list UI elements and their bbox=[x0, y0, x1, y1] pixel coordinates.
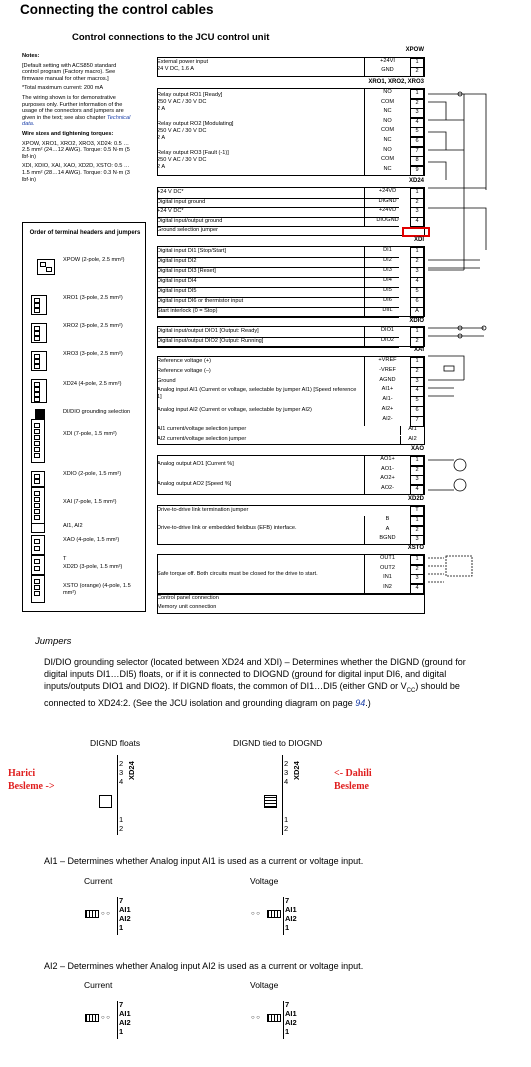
ai1-voltage-open-pins: ○ ○ bbox=[251, 911, 260, 917]
floats-num-2: 2 bbox=[119, 759, 124, 768]
xdi-sig-2: DI2 bbox=[364, 257, 410, 267]
xai-row-2: Reference voltage (–) bbox=[157, 367, 211, 374]
xdi-row-6: Digital input DI6 or thermistor input bbox=[157, 298, 399, 308]
xdi-pin-7: A bbox=[410, 307, 424, 318]
xdi-pin-3: 3 bbox=[410, 267, 424, 278]
xsto-header: XSTO bbox=[407, 545, 424, 551]
xpow-pin-2: 2 bbox=[410, 67, 424, 77]
harici-line-2: Besleme -> bbox=[8, 781, 55, 792]
xpow-sig-2: GND bbox=[364, 67, 410, 76]
xao-sig-4: AO2- bbox=[364, 485, 410, 495]
xao-sig-3: AO2+ bbox=[364, 475, 410, 485]
jumpers-paragraph bbox=[44, 656, 484, 709]
xd2d-pin-3: 3 bbox=[410, 535, 424, 545]
ai2-voltage-pin-1: AI1 bbox=[285, 1009, 297, 1018]
xao-row-2: Analog output AO2 [Speed %] bbox=[157, 481, 232, 487]
ai1-current-jumper-icon bbox=[85, 910, 99, 918]
ai2-voltage-pin-3: 1 bbox=[285, 1027, 290, 1036]
xd2d-pin-1: 1 bbox=[410, 516, 424, 526]
xro-pin-5: 5 bbox=[410, 127, 424, 137]
xro3-connector-icon bbox=[31, 351, 47, 371]
para-text-1: DI/DIO grounding selector (located between XD24 and XDI) – Determines whether the DIGND (ground for digital inputs DI1…DI5) floats, or if it is connected to DIOGND (ground for digital input DI6, and digital inputs/outputs DIO1 and DIO2). If DIGND floats, the common of DI1…DI5 (either GND or V bbox=[44, 657, 466, 691]
xdio-row-2: Digital input/output DIO2 [Output: Running] bbox=[157, 338, 399, 348]
xao-sig-2: AO1- bbox=[364, 466, 410, 476]
xao-pin-2: 2 bbox=[410, 466, 424, 476]
terminal-order-title: Order of terminal headers and jumpers bbox=[29, 230, 141, 236]
xai-sig-1: +VREF bbox=[364, 357, 410, 367]
xd2d-connector-icon bbox=[31, 555, 45, 575]
xsto-pin-3: 3 bbox=[410, 574, 424, 584]
xsto-sig-1: OUT1 bbox=[364, 555, 410, 565]
xdi-pin-4: 4 bbox=[410, 277, 424, 288]
xd24-row-3: +24 V DC* bbox=[157, 208, 399, 218]
xai-header: XAI bbox=[413, 347, 424, 353]
xd24-pin-1: 1 bbox=[410, 188, 424, 199]
xro-desc-2: Relay output RO2 [Modulating] 250 V AC / 30 V DC 2 A bbox=[157, 121, 234, 141]
floats-jumper-icon bbox=[99, 795, 112, 808]
notes-heading: Notes: bbox=[22, 53, 40, 59]
xai-row-1: Reference voltage (+) bbox=[157, 358, 211, 364]
xai-pin-7: 7 bbox=[410, 416, 424, 427]
order-item-ai-jumpers: AI1, AI2 bbox=[63, 523, 83, 529]
xai-row-6: AI1 current/voltage selection jumper bbox=[157, 426, 247, 432]
floats-num-2b: 2 bbox=[119, 824, 124, 833]
xai-sig-2: -VREF bbox=[364, 367, 410, 377]
xro-pin-6: 6 bbox=[410, 137, 424, 147]
xdi-sig-1: DI1 bbox=[364, 247, 410, 257]
order-item-xai: XAI (7-pole, 1.5 mm²) bbox=[63, 499, 117, 505]
ai1-description: AI1 – Determines whether Analog input AI1 is used as a current or voltage input. bbox=[44, 856, 364, 866]
ai-jumper-icon bbox=[31, 523, 45, 533]
tied-num-4: 4 bbox=[284, 777, 289, 786]
xsto-sig-2: OUT2 bbox=[364, 565, 410, 575]
harici-line-1: Harici bbox=[8, 768, 36, 779]
order-item-xd24: XD24 (4-pole, 2.5 mm²) bbox=[63, 381, 122, 387]
memory-unit-connection: Memory unit connection bbox=[157, 604, 217, 610]
xdi-row-7: Start interlock (0 = Stop) bbox=[157, 308, 399, 318]
notes-block bbox=[22, 53, 134, 186]
tied-num-2b: 2 bbox=[284, 824, 289, 833]
xai-row-7: AI2 current/voltage selection jumper bbox=[157, 436, 247, 442]
xsto-sig-4: IN2 bbox=[364, 584, 410, 594]
floats-num-4: 4 bbox=[119, 777, 124, 786]
xd24-sig-1: +24VD bbox=[364, 188, 410, 198]
xd24-sig-2: DIGND bbox=[364, 198, 410, 208]
ai1-current-label: Current bbox=[84, 876, 113, 886]
xsto-pin-1: 1 bbox=[410, 555, 424, 565]
ai1-voltage-jumper-icon bbox=[267, 910, 281, 918]
floats-xd24-label: XD24 bbox=[127, 761, 136, 780]
order-item-xdio: XDIO (2-pole, 1.5 mm²) bbox=[63, 471, 122, 477]
xro-sig-7: NO bbox=[364, 147, 410, 157]
xdi-pin-1: 1 bbox=[410, 247, 424, 258]
grounding-selector-icon bbox=[35, 409, 45, 419]
xd24-pin-3: 3 bbox=[410, 207, 424, 218]
xao-pin-3: 3 bbox=[410, 475, 424, 485]
ai2-voltage-pin-0: 7 bbox=[285, 1000, 290, 1009]
xd2d-row-2: Drive-to-drive link or embedded fieldbus (EFB) interface. bbox=[157, 525, 297, 531]
xro-sig-8: COM bbox=[364, 156, 410, 166]
section-subtitle: Control connections to the JCU control unit bbox=[72, 32, 270, 43]
xro-sig-1: NO bbox=[364, 89, 410, 99]
order-item-xd2d: XD2D (3-pole, 1.5 mm²) bbox=[63, 564, 123, 570]
xro-desc-1: Relay output RO1 [Ready] 250 V AC / 30 V DC 2 A bbox=[157, 92, 223, 112]
xai-sig-5: AI1- bbox=[364, 396, 410, 406]
para-text-3: .) bbox=[365, 697, 371, 708]
xro-pin-8: 8 bbox=[410, 156, 424, 166]
xro-pin-9: 9 bbox=[410, 166, 424, 176]
xd24-pin-4: 4 bbox=[410, 217, 424, 228]
tied-pin-strip bbox=[282, 755, 283, 835]
order-item-xao: XAO (4-pole, 1.5 mm²) bbox=[63, 537, 120, 543]
ai1-voltage-pin-2: AI2 bbox=[285, 914, 297, 923]
xdi-row-2: Digital input DI2 bbox=[157, 258, 399, 268]
page-94-link[interactable]: 94 bbox=[355, 697, 366, 708]
xsto-row-1: Safe torque off. Both circuits must be closed for the drive to start. bbox=[157, 571, 318, 577]
xdi-sig-6: DI6 bbox=[364, 297, 410, 307]
xai-sig-3: AGND bbox=[364, 377, 410, 387]
ai2-voltage-jumper-icon bbox=[267, 1014, 281, 1022]
xpow-connector-icon bbox=[37, 259, 55, 275]
xao-pin-1: 1 bbox=[410, 456, 424, 466]
tied-xd24-label: XD24 bbox=[292, 761, 301, 780]
terminal-order-box bbox=[22, 222, 146, 612]
xai-row-3: Ground bbox=[157, 377, 176, 384]
xai-sig-6: AI2+ bbox=[364, 406, 410, 416]
xro-pin-3: 3 bbox=[410, 108, 424, 118]
xai-sig-ai2: AI2 bbox=[400, 436, 424, 445]
ai2-description: AI2 – Determines whether Analog input AI2 is used as a current or voltage input. bbox=[44, 961, 364, 971]
xsto-sig-3: IN1 bbox=[364, 574, 410, 584]
xd24-row-2: Digital input ground bbox=[157, 199, 399, 209]
wiring-diagram bbox=[424, 80, 504, 620]
xd24-header: XD24 bbox=[408, 178, 424, 184]
order-item-xro1: XRO1 (3-pole, 2.5 mm²) bbox=[63, 295, 123, 301]
xai-sig-7: AI2- bbox=[364, 416, 410, 426]
xd2d-row-1: Drive-to-drive link termination jumper bbox=[157, 507, 249, 513]
wire-sizes-2: XDI, XDIO, XAI, XAO, XD2D, XSTO: 0.5 … 1.5 mm² (28…14 AWG). Torque: 0.3 N·m (3 lbf·in) bbox=[22, 163, 130, 183]
xd2d-pin-2: 2 bbox=[410, 526, 424, 536]
xsto-connector-icon bbox=[31, 575, 45, 603]
ai2-current-strip bbox=[117, 1001, 118, 1039]
xro-pin-2: 2 bbox=[410, 99, 424, 109]
xdio-sig-2: DIO2 bbox=[364, 337, 410, 347]
xro-pin-7: 7 bbox=[410, 147, 424, 157]
xai-pin-4: 4 bbox=[410, 386, 424, 397]
xao-row-1: Analog output AO1 [Current %] bbox=[157, 461, 234, 467]
xdi-sig-5: DI5 bbox=[364, 287, 410, 297]
digND-tied-label: DIGND tied to DIOGND bbox=[233, 738, 323, 748]
ai1-current-pin-3: 1 bbox=[119, 923, 124, 932]
xai-sig-ai1: AI1 bbox=[400, 426, 424, 435]
xai-pin-2: 2 bbox=[410, 367, 424, 378]
xro2-connector-icon bbox=[31, 323, 47, 343]
notes-p1: [Default setting with ACS850 standard control program (Factory macro). See firmware manual for other macros.] bbox=[22, 62, 117, 82]
jumpers-title: Jumpers bbox=[35, 636, 72, 647]
xd24-row-5: Ground selection jumper bbox=[157, 227, 218, 233]
order-item-xro2: XRO2 (3-pole, 2.5 mm²) bbox=[63, 323, 123, 329]
ai1-voltage-label: Voltage bbox=[250, 876, 279, 886]
ai2-current-label: Current bbox=[84, 980, 113, 990]
xai-pin-6: 6 bbox=[410, 406, 424, 417]
ai2-current-jumper-icon bbox=[85, 1014, 99, 1022]
floats-num-1: 1 bbox=[119, 815, 124, 824]
ai1-voltage-strip bbox=[283, 897, 284, 935]
dahili-line-1: <- Dahili bbox=[334, 768, 372, 779]
ai2-current-pin-3: 1 bbox=[119, 1027, 124, 1036]
ai2-voltage-open-pins: ○ ○ bbox=[251, 1015, 260, 1021]
xao-connector-icon bbox=[31, 535, 45, 555]
xro-sig-3: NC bbox=[364, 108, 410, 118]
ai2-voltage-pin-2: AI2 bbox=[285, 1018, 297, 1027]
order-item-grounding: DI/DIO grounding selection bbox=[63, 409, 131, 415]
wire-sizes-1: XPOW, XRO1, XRO2, XRO3, XD24: 0.5 … 2.5 mm² (24…12 AWG). Torque: 0.5 N·m (5 lbf·in) bbox=[22, 140, 130, 160]
xpow-pin-1: 1 bbox=[410, 58, 424, 68]
xd2d-pin-t: T bbox=[410, 506, 424, 516]
tied-num-1: 1 bbox=[284, 815, 289, 824]
notes-p3 bbox=[22, 95, 134, 128]
floats-num-3: 3 bbox=[119, 768, 124, 777]
tied-num-2: 2 bbox=[284, 759, 289, 768]
xro-sig-4: NO bbox=[364, 118, 410, 128]
ai2-current-open-pins: ○ ○ bbox=[101, 1015, 110, 1021]
xai-pin-3: 3 bbox=[410, 377, 424, 388]
wire-heading: Wire sizes and tightening torques: bbox=[22, 130, 114, 137]
xao-sig-1: AO1+ bbox=[364, 456, 410, 466]
xdi-row-4: Digital input DI4 bbox=[157, 278, 399, 288]
ai1-voltage-pin-3: 1 bbox=[285, 923, 290, 932]
xdi-pin-2: 2 bbox=[410, 257, 424, 268]
ai1-current-strip bbox=[117, 897, 118, 935]
xao-pin-4: 4 bbox=[410, 485, 424, 495]
xro-header: XRO1, XRO2, XRO3 bbox=[368, 79, 424, 85]
xro-sig-6: NC bbox=[364, 137, 410, 147]
xro1-connector-icon bbox=[31, 295, 47, 315]
xro-sig-2: COM bbox=[364, 99, 410, 109]
xdi-row-1: Digital input DI1 [Stop/Start] bbox=[157, 248, 399, 258]
technical-data-link[interactable]: Technical data. bbox=[22, 114, 131, 128]
ai1-current-open-pins: ○ ○ bbox=[101, 911, 110, 917]
xdi-row-3: Digital input DI3 [Reset] bbox=[157, 268, 399, 278]
xsto-pin-4: 4 bbox=[410, 584, 424, 594]
order-item-xro3: XRO3 (3-pole, 2.5 mm²) bbox=[63, 351, 123, 357]
ai2-current-pin-0: 7 bbox=[119, 1000, 124, 1009]
xdi-pin-6: 6 bbox=[410, 297, 424, 308]
xdio-sig-1: DIO1 bbox=[364, 327, 410, 337]
xd24-sig-4: DIOGND bbox=[364, 217, 410, 227]
xdi-pin-5: 5 bbox=[410, 287, 424, 298]
xdi-connector-icon bbox=[31, 419, 45, 463]
notes-p3-text: The wiring shown is for demonstrative purposes only. Further information of the usage of the connectors and jumpers are given in the text; see also chapter bbox=[22, 94, 124, 121]
xdi-sig-4: DI4 bbox=[364, 277, 410, 287]
xd24-row-4: Digital input/output ground bbox=[157, 218, 399, 228]
xai-sig-4: AI1+ bbox=[364, 386, 410, 396]
xdio-connector-icon bbox=[31, 471, 45, 487]
xro-sig-5: COM bbox=[364, 127, 410, 137]
xro-pin-4: 4 bbox=[410, 118, 424, 128]
tied-num-3: 3 bbox=[284, 768, 289, 777]
xai-connector-icon bbox=[31, 487, 45, 525]
xai-pin-1: 1 bbox=[410, 357, 424, 368]
page-title: Connecting the control cables bbox=[20, 2, 214, 17]
xdi-sig-3: DI3 bbox=[364, 267, 410, 277]
dahili-line-2: Besleme bbox=[334, 781, 369, 792]
order-item-xpow: XPOW (2-pole, 2.5 mm²) bbox=[63, 257, 125, 263]
ai1-current-pin-2: AI2 bbox=[119, 914, 131, 923]
order-item-xsto: XSTO (orange) (4-pole, 1.5 mm²) bbox=[63, 583, 131, 596]
dahili-besleme-annotation bbox=[334, 767, 372, 793]
xpow-desc: External power input 24 V DC, 1.6 A bbox=[157, 59, 208, 72]
xdio-pin-1: 1 bbox=[410, 327, 424, 338]
xdio-row-1: Digital input/output DIO1 [Output: Ready] bbox=[157, 328, 399, 338]
vcc-subscript: CC bbox=[406, 687, 416, 694]
xd24-sig-3: +24VD bbox=[364, 207, 410, 217]
harici-besleme-annotation bbox=[8, 767, 55, 793]
xai-row-4: Analog input AI1 (Current or voltage, selectable by jumper AI1) [Speed reference 1] bbox=[157, 387, 357, 401]
control-panel-connection: Control panel connection bbox=[157, 595, 219, 601]
xdi-header: XDI bbox=[413, 237, 424, 243]
ai1-voltage-pin-0: 7 bbox=[285, 896, 290, 905]
order-item-xdi: XDI (7-pole, 1.5 mm²) bbox=[63, 431, 117, 437]
floats-pin-strip bbox=[117, 755, 118, 835]
xao-header: XAO bbox=[410, 446, 424, 452]
xro-sig-9: NC bbox=[364, 166, 410, 176]
ai2-voltage-label: Voltage bbox=[250, 980, 279, 990]
tied-jumper-icon bbox=[264, 795, 277, 808]
xpow-header: XPOW bbox=[405, 47, 424, 53]
xai-row-5: Analog input AI2 (Current or voltage, selectable by jumper AI2) bbox=[157, 407, 312, 413]
xpow-sig-1: +24VI bbox=[364, 58, 410, 67]
xd2d-header: XD2D bbox=[407, 496, 424, 502]
ai2-current-pin-1: AI1 bbox=[119, 1009, 131, 1018]
xd2d-sig-2: A bbox=[364, 526, 410, 536]
xdio-pin-2: 2 bbox=[410, 337, 424, 348]
xro-pin-1: 1 bbox=[410, 89, 424, 99]
xd2d-sig-1: B bbox=[364, 516, 410, 526]
xsto-pin-2: 2 bbox=[410, 565, 424, 575]
xd24-connector-icon bbox=[31, 379, 47, 403]
notes-p2: *Total maximum current: 200 mA bbox=[22, 85, 104, 92]
para-text-2: ) should be connected to XD24:2. (See the JCU isolation and grounding diagram on page bbox=[44, 681, 460, 708]
xro-desc-3: Relay output RO3 [Fault (-1)] 250 V AC / 30 V DC 2 A bbox=[157, 150, 229, 170]
xdio-header: XDIO bbox=[409, 318, 424, 324]
xdi-sig-7: DIIL bbox=[364, 307, 410, 317]
xd2d-sig-3: BGND bbox=[364, 535, 410, 545]
ai2-current-pin-2: AI2 bbox=[119, 1018, 131, 1027]
ai1-current-pin-1: AI1 bbox=[119, 905, 131, 914]
xdi-row-5: Digital input DI5 bbox=[157, 288, 399, 298]
xai-pin-5: 5 bbox=[410, 396, 424, 407]
ai1-current-pin-0: 7 bbox=[119, 896, 124, 905]
xd24-pin-2: 2 bbox=[410, 198, 424, 209]
digND-floats-label: DIGND floats bbox=[90, 738, 141, 748]
order-item-t: T bbox=[63, 556, 67, 562]
ai2-voltage-strip bbox=[283, 1001, 284, 1039]
ai1-voltage-pin-1: AI1 bbox=[285, 905, 297, 914]
xd24-row-1: +24 V DC* bbox=[157, 189, 399, 199]
